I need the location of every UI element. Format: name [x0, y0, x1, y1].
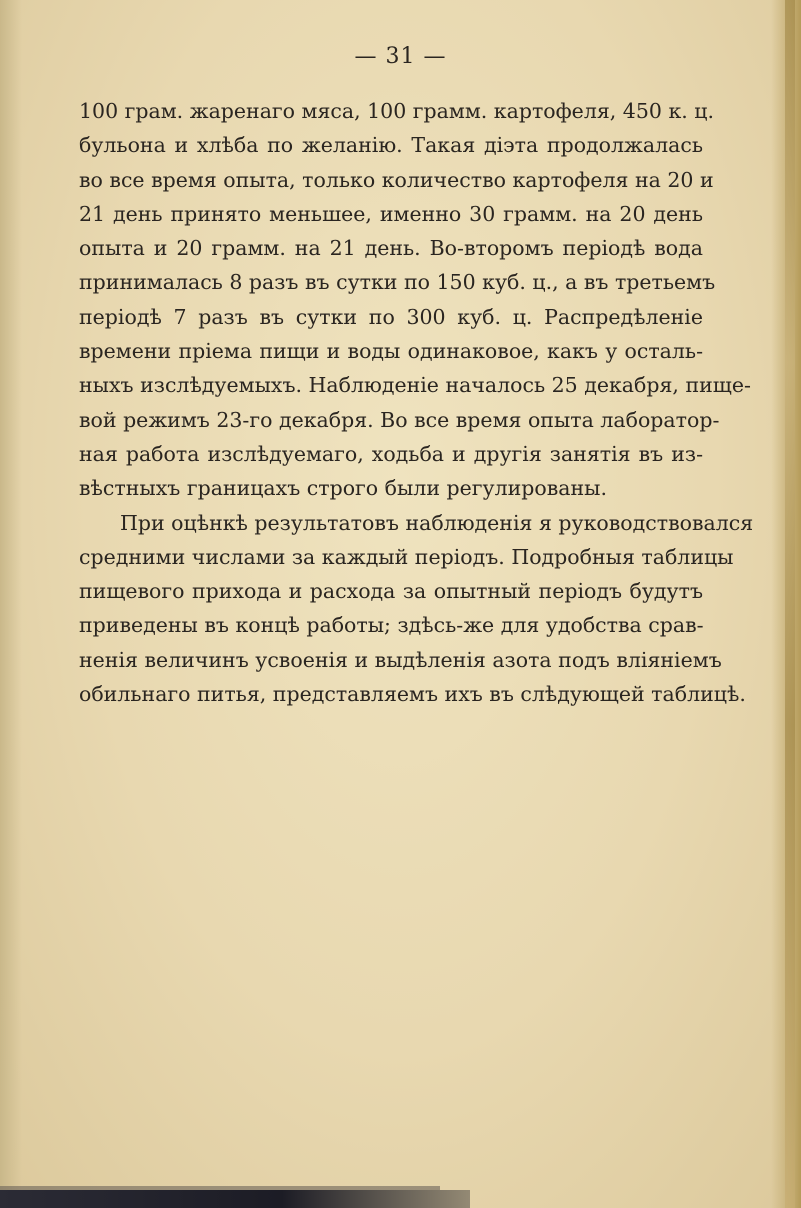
text-line: пищевого прихода и расхода за опытный періодъ будутъ — [79, 579, 703, 604]
paragraph-1 — [79, 94, 751, 506]
binding-stripe — [785, 0, 795, 1208]
text-line: приведены въ концѣ работы; здѣсь-же для удобства срав- — [79, 613, 704, 638]
text-line: во все время опыта, только количество картофеля на 20 и — [79, 167, 714, 192]
text-line: бульона и хлѣба по желанію. Такая діэта продолжалась — [79, 133, 703, 158]
text-line: При оцѣнкѣ результатовъ наблюденія я руководствовался — [120, 510, 754, 535]
text-line: ная работа изслѣдуемаго, ходьба и другія занятія въ из- — [79, 441, 703, 466]
page-left-edge — [0, 0, 22, 1208]
body-text — [79, 94, 754, 711]
text-line: 21 день принято меньшее, именно 30 грамм. на 20 день — [79, 201, 703, 226]
paragraph-2 — [79, 506, 754, 712]
text-line: ненія величинъ усвоенія и выдѣленія азота подъ вліяніемъ — [79, 647, 722, 672]
scan-edge-bar — [0, 1190, 470, 1208]
text-line: ныхъ изслѣдуемыхъ. Наблюденіе началось 25 декабря, пище- — [79, 373, 751, 398]
text-line: вой режимъ 23-го декабря. Во все время опыта лаборатор- — [79, 407, 720, 432]
page-number: — 31 — — [354, 44, 447, 69]
text-line: средними числами за каждый періодъ. Подробныя таблицы — [79, 544, 734, 569]
text-line: опыта и 20 грамм. на 21 день. Во-второмъ періодѣ вода — [79, 236, 703, 261]
text-line: 100 грам. жаренаго мяса, 100 грамм. картофеля, 450 к. ц. — [79, 99, 714, 123]
text-line: обильнаго питья, представляемъ ихъ въ слѣдующей таблицѣ. — [79, 682, 746, 707]
text-line: вѣстныхъ границахъ строго были регулированы. — [79, 476, 607, 501]
text-line: періодѣ 7 разъ въ сутки по 300 куб. ц. Распредѣленіе — [79, 304, 703, 329]
text-line: принималась 8 разъ въ сутки по 150 куб. ц., а въ третьемъ — [79, 270, 716, 295]
text-line: времени пріема пищи и воды одинаковое, какъ у осталь- — [79, 339, 703, 364]
